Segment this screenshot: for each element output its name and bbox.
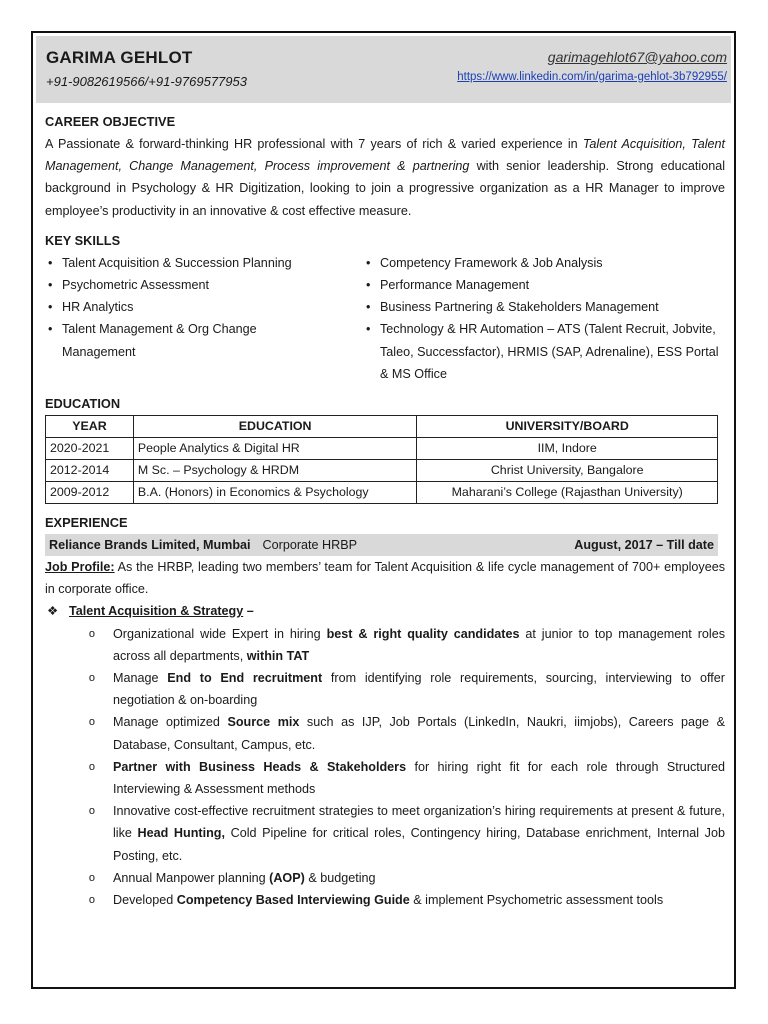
table-row: [46, 460, 718, 482]
table-cell: M Sc. – Psychology & HRDM: [133, 460, 417, 482]
table-cell: 2009-2012: [46, 482, 134, 504]
resume-body: [45, 111, 725, 911]
job-profile-label: Job Profile:: [45, 560, 115, 575]
job-company-role: [49, 534, 357, 556]
education-heading: EDUCATION: [45, 396, 121, 412]
section-suffix: –: [243, 604, 254, 619]
table-cell: Christ University, Bangalore: [417, 460, 718, 482]
skill-item: • Technology & HR Automation – ATS (Talent Recruit, Jobvite, Taleo, Successfactor), HRMIS (SAP, Adrenaline), ESS Portal & MS Office: [366, 322, 719, 381]
list-item: o Innovative cost-effective recruitment strategies to meet organization’s hiring requirements at present & future, like Head Hunting, Cold Pipeline for critical roles, Contingency hiring, Database enrichment, Internal Job Posting, etc.: [45, 800, 725, 867]
responsibility-list: [45, 623, 725, 912]
objective-part-2: with senior leadership. Strong educational background in Psychology & HR Digitization, looking to join a progressive organization as a HR Manager to improve employee’s productivity in an innovative & cost effective measure.: [45, 159, 726, 218]
skills-left-column: [45, 252, 363, 385]
resume-header: [36, 36, 731, 103]
table-cell: 2020-2021: [46, 438, 134, 460]
email-link[interactable]: garimagehlot67@yahoo.com: [547, 49, 727, 65]
skills-list: [45, 252, 725, 385]
column-header: EDUCATION: [133, 416, 417, 438]
objective-italic: Talent Acquisition, Talent Management, Change Management, Process improvement & partnering: [45, 137, 726, 174]
objective-text: [45, 133, 725, 222]
objective-part-1: A Passionate & forward-thinking HR professional with 7 years of rich & varied experience in: [45, 137, 583, 151]
section-subheading: [45, 600, 725, 622]
circle-bullet-icon: o: [88, 627, 95, 640]
resume-page: [31, 31, 736, 989]
column-header: YEAR: [46, 416, 134, 438]
job-profile: [45, 556, 725, 600]
diamond-bullet-icon: ❖: [47, 604, 59, 619]
skill-item: • HR Analytics: [48, 300, 134, 315]
table-cell: 2012-2014: [46, 460, 134, 482]
job-profile-text: As the HRBP, leading two members’ team for Talent Acquisition & life cycle management of 700+ employees in corporate office.: [45, 560, 725, 597]
list-item: o Manage optimized Source mix such as IJP, Job Portals (LinkedIn, Naukri, iimjobs), Careers page & Database, Consultant, Campus, etc.: [45, 711, 725, 755]
column-header: UNIVERSITY/BOARD: [417, 416, 718, 438]
list-item: o Developed Competency Based Interviewing Guide & implement Psychometric assessment tools: [45, 889, 725, 911]
skill-item: • Psychometric Assessment: [48, 278, 209, 293]
table-cell: B.A. (Honors) in Economics & Psychology: [133, 482, 417, 504]
circle-bullet-icon: o: [88, 805, 95, 818]
table-cell: People Analytics & Digital HR: [133, 438, 417, 460]
list-item: o Organizational wide Expert in hiring best & right quality candidates at junior to top management roles across all departments, within TAT: [45, 623, 725, 667]
experience-heading: EXPERIENCE: [45, 515, 128, 531]
job-dates: August, 2017 – Till date: [574, 537, 714, 552]
company-name: Reliance Brands Limited, Mumbai: [49, 537, 251, 552]
phone-numbers: +91-9082619566/+91-9769577953: [46, 74, 247, 89]
circle-bullet-icon: o: [88, 871, 95, 884]
table-header-row: [46, 416, 718, 438]
list-item: o Manage End to End recruitment from identifying role requirements, sourcing, interviewing to offer negotiation & on-boarding: [45, 667, 725, 711]
circle-bullet-icon: o: [88, 760, 95, 773]
education-table: [45, 415, 718, 504]
circle-bullet-icon: o: [88, 672, 95, 685]
skills-heading: KEY SKILLS: [45, 232, 121, 248]
list-item: o Partner with Business Heads & Stakeholders for hiring right fit for each role through Structured Interviewing & Assessment methods: [45, 756, 725, 800]
circle-bullet-icon: o: [88, 716, 95, 729]
skills-right-column: [363, 252, 725, 385]
skill-item: • Performance Management: [366, 278, 530, 293]
candidate-name: GARIMA GEHLOT: [46, 48, 193, 67]
skill-item: • Talent Acquisition & Succession Planning: [48, 255, 292, 270]
job-title-bar: [45, 534, 718, 556]
skill-item: • Competency Framework & Job Analysis: [366, 255, 603, 270]
circle-bullet-icon: o: [88, 894, 95, 907]
table-row: [46, 482, 718, 504]
table-row: [46, 438, 718, 460]
skill-item: • Talent Management & Org Change Management: [48, 322, 257, 359]
section-title: Talent Acquisition & Strategy: [69, 604, 244, 619]
list-item: o Annual Manpower planning (AOP) & budgeting: [45, 867, 725, 889]
job-role: Corporate HRBP: [262, 537, 358, 552]
skill-item: • Business Partnering & Stakeholders Management: [366, 300, 659, 315]
objective-heading: CAREER OBJECTIVE: [45, 114, 176, 129]
table-cell: Maharani’s College (Rajasthan University): [417, 482, 718, 504]
table-cell: IIM, Indore: [417, 438, 718, 460]
linkedin-link[interactable]: https://www.linkedin.com/in/garima-gehlot-3b792955/: [457, 71, 727, 83]
